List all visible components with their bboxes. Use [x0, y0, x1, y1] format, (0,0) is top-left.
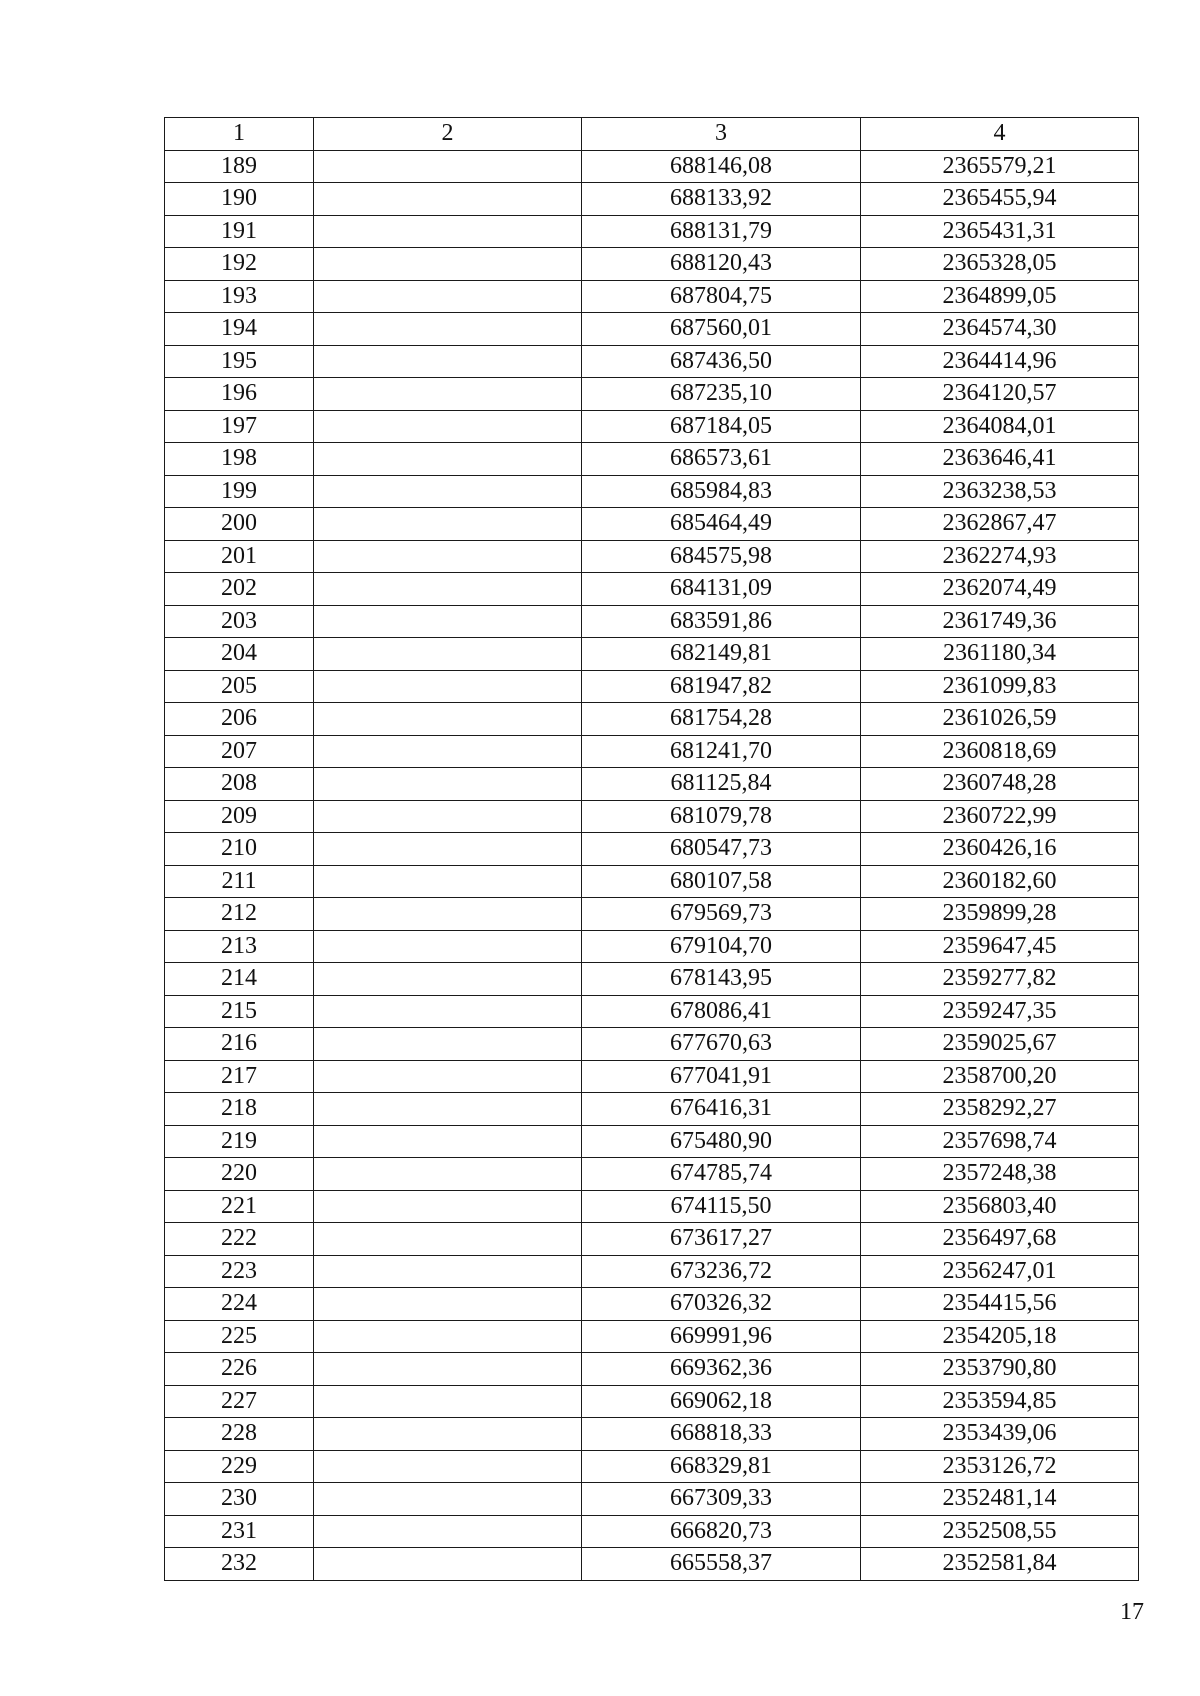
cell-column-2	[314, 1418, 582, 1451]
cell-coordinate-y: 2361026,59	[861, 703, 1139, 736]
cell-column-2	[314, 1353, 582, 1386]
cell-coordinate-y: 2363238,53	[861, 475, 1139, 508]
cell-coordinate-y: 2354415,56	[861, 1288, 1139, 1321]
column-header-4: 4	[861, 118, 1139, 151]
cell-point-number: 228	[165, 1418, 314, 1451]
cell-column-2	[314, 605, 582, 638]
cell-column-2	[314, 1483, 582, 1516]
cell-coordinate-y: 2359277,82	[861, 963, 1139, 996]
cell-coordinate-x: 682149,81	[582, 638, 861, 671]
cell-column-2	[314, 1288, 582, 1321]
cell-point-number: 231	[165, 1515, 314, 1548]
cell-point-number: 204	[165, 638, 314, 671]
table-row	[165, 833, 1139, 866]
cell-point-number: 196	[165, 378, 314, 411]
table-body	[165, 150, 1139, 1580]
cell-coordinate-x: 687184,05	[582, 410, 861, 443]
cell-point-number: 211	[165, 865, 314, 898]
cell-coordinate-x: 676416,31	[582, 1093, 861, 1126]
table-row	[165, 995, 1139, 1028]
cell-coordinate-y: 2359025,67	[861, 1028, 1139, 1061]
cell-coordinate-x: 688133,92	[582, 183, 861, 216]
cell-coordinate-y: 2353594,85	[861, 1385, 1139, 1418]
cell-column-2	[314, 768, 582, 801]
cell-point-number: 205	[165, 670, 314, 703]
table-row	[165, 345, 1139, 378]
table-row	[165, 1353, 1139, 1386]
cell-coordinate-y: 2365579,21	[861, 150, 1139, 183]
cell-coordinate-x: 681947,82	[582, 670, 861, 703]
cell-coordinate-y: 2359247,35	[861, 995, 1139, 1028]
cell-column-2	[314, 508, 582, 541]
table-row	[165, 475, 1139, 508]
table-row	[165, 540, 1139, 573]
cell-coordinate-y: 2365328,05	[861, 248, 1139, 281]
cell-coordinate-x: 681125,84	[582, 768, 861, 801]
table-row	[165, 508, 1139, 541]
table-row	[165, 573, 1139, 606]
cell-point-number: 218	[165, 1093, 314, 1126]
cell-coordinate-y: 2360748,28	[861, 768, 1139, 801]
cell-coordinate-y: 2359899,28	[861, 898, 1139, 931]
table-row	[165, 703, 1139, 736]
cell-point-number: 200	[165, 508, 314, 541]
cell-coordinate-x: 673236,72	[582, 1255, 861, 1288]
cell-point-number: 197	[165, 410, 314, 443]
cell-column-2	[314, 150, 582, 183]
cell-coordinate-x: 674785,74	[582, 1158, 861, 1191]
cell-coordinate-x: 681079,78	[582, 800, 861, 833]
cell-point-number: 221	[165, 1190, 314, 1223]
cell-coordinate-x: 668818,33	[582, 1418, 861, 1451]
cell-coordinate-x: 679569,73	[582, 898, 861, 931]
cell-point-number: 212	[165, 898, 314, 931]
cell-column-2	[314, 540, 582, 573]
cell-coordinate-x: 665558,37	[582, 1548, 861, 1581]
page-number: 17	[1120, 1599, 1144, 1625]
cell-coordinate-x: 680547,73	[582, 833, 861, 866]
cell-coordinate-y: 2357698,74	[861, 1125, 1139, 1158]
cell-coordinate-y: 2358292,27	[861, 1093, 1139, 1126]
table-row	[165, 1288, 1139, 1321]
cell-column-2	[314, 215, 582, 248]
table-row	[165, 898, 1139, 931]
cell-coordinate-y: 2362867,47	[861, 508, 1139, 541]
table-row	[165, 150, 1139, 183]
table-row	[165, 1320, 1139, 1353]
table-row	[165, 280, 1139, 313]
column-header-2: 2	[314, 118, 582, 151]
coordinates-table	[164, 117, 1139, 1581]
cell-coordinate-y: 2352481,14	[861, 1483, 1139, 1516]
cell-point-number: 206	[165, 703, 314, 736]
cell-point-number: 210	[165, 833, 314, 866]
cell-coordinate-y: 2364574,30	[861, 313, 1139, 346]
cell-column-2	[314, 833, 582, 866]
table-row	[165, 735, 1139, 768]
cell-coordinate-x: 681754,28	[582, 703, 861, 736]
cell-coordinate-x: 687804,75	[582, 280, 861, 313]
table-row	[165, 1190, 1139, 1223]
cell-point-number: 229	[165, 1450, 314, 1483]
column-header-3: 3	[582, 118, 861, 151]
cell-point-number: 227	[165, 1385, 314, 1418]
cell-coordinate-y: 2360182,60	[861, 865, 1139, 898]
cell-coordinate-y: 2353790,80	[861, 1353, 1139, 1386]
table-row	[165, 800, 1139, 833]
cell-point-number: 224	[165, 1288, 314, 1321]
cell-column-2	[314, 1125, 582, 1158]
table-row	[165, 183, 1139, 216]
cell-point-number: 190	[165, 183, 314, 216]
cell-coordinate-x: 678143,95	[582, 963, 861, 996]
cell-point-number: 194	[165, 313, 314, 346]
header-row	[165, 118, 1139, 151]
cell-coordinate-x: 670326,32	[582, 1288, 861, 1321]
cell-column-2	[314, 800, 582, 833]
cell-coordinate-x: 687436,50	[582, 345, 861, 378]
cell-coordinate-y: 2364899,05	[861, 280, 1139, 313]
cell-point-number: 215	[165, 995, 314, 1028]
cell-point-number: 222	[165, 1223, 314, 1256]
cell-column-2	[314, 638, 582, 671]
cell-column-2	[314, 1515, 582, 1548]
cell-coordinate-x: 687235,10	[582, 378, 861, 411]
cell-point-number: 189	[165, 150, 314, 183]
cell-point-number: 217	[165, 1060, 314, 1093]
table-row	[165, 1255, 1139, 1288]
cell-coordinate-x: 669062,18	[582, 1385, 861, 1418]
cell-coordinate-y: 2352508,55	[861, 1515, 1139, 1548]
cell-point-number: 232	[165, 1548, 314, 1581]
cell-point-number: 207	[165, 735, 314, 768]
cell-column-2	[314, 1255, 582, 1288]
table-row	[165, 1158, 1139, 1191]
cell-point-number: 223	[165, 1255, 314, 1288]
cell-point-number: 213	[165, 930, 314, 963]
cell-coordinate-y: 2360426,16	[861, 833, 1139, 866]
table-row	[165, 215, 1139, 248]
cell-coordinate-x: 688131,79	[582, 215, 861, 248]
cell-coordinate-x: 666820,73	[582, 1515, 861, 1548]
table-row	[165, 443, 1139, 476]
cell-point-number: 220	[165, 1158, 314, 1191]
cell-coordinate-y: 2353126,72	[861, 1450, 1139, 1483]
cell-column-2	[314, 1548, 582, 1581]
cell-coordinate-y: 2357248,38	[861, 1158, 1139, 1191]
cell-coordinate-x: 687560,01	[582, 313, 861, 346]
cell-coordinate-y: 2361099,83	[861, 670, 1139, 703]
cell-column-2	[314, 1320, 582, 1353]
cell-point-number: 199	[165, 475, 314, 508]
cell-column-2	[314, 703, 582, 736]
cell-coordinate-y: 2360818,69	[861, 735, 1139, 768]
table-row	[165, 638, 1139, 671]
cell-column-2	[314, 183, 582, 216]
table-row	[165, 768, 1139, 801]
cell-column-2	[314, 1190, 582, 1223]
cell-coordinate-x: 678086,41	[582, 995, 861, 1028]
cell-column-2	[314, 930, 582, 963]
cell-coordinate-x: 667309,33	[582, 1483, 861, 1516]
cell-column-2	[314, 963, 582, 996]
cell-coordinate-x: 685464,49	[582, 508, 861, 541]
table-row	[165, 1223, 1139, 1256]
table-row	[165, 1450, 1139, 1483]
cell-point-number: 208	[165, 768, 314, 801]
cell-coordinate-x: 680107,58	[582, 865, 861, 898]
cell-coordinate-y: 2361180,34	[861, 638, 1139, 671]
cell-point-number: 192	[165, 248, 314, 281]
table-row	[165, 1418, 1139, 1451]
table-row	[165, 410, 1139, 443]
column-header-1: 1	[165, 118, 314, 151]
table-row	[165, 930, 1139, 963]
cell-coordinate-y: 2358700,20	[861, 1060, 1139, 1093]
cell-column-2	[314, 410, 582, 443]
cell-coordinate-y: 2356247,01	[861, 1255, 1139, 1288]
cell-column-2	[314, 475, 582, 508]
table-row	[165, 963, 1139, 996]
cell-coordinate-y: 2353439,06	[861, 1418, 1139, 1451]
cell-coordinate-x: 674115,50	[582, 1190, 861, 1223]
cell-column-2	[314, 248, 582, 281]
cell-column-2	[314, 995, 582, 1028]
cell-column-2	[314, 1158, 582, 1191]
cell-coordinate-x: 688146,08	[582, 150, 861, 183]
cell-point-number: 201	[165, 540, 314, 573]
cell-point-number: 230	[165, 1483, 314, 1516]
table-row	[165, 1385, 1139, 1418]
cell-coordinate-x: 668329,81	[582, 1450, 861, 1483]
cell-point-number: 195	[165, 345, 314, 378]
table-row	[165, 1060, 1139, 1093]
cell-coordinate-x: 675480,90	[582, 1125, 861, 1158]
cell-column-2	[314, 378, 582, 411]
cell-column-2	[314, 443, 582, 476]
table-row	[165, 1515, 1139, 1548]
cell-coordinate-y: 2352581,84	[861, 1548, 1139, 1581]
cell-coordinate-y: 2356803,40	[861, 1190, 1139, 1223]
cell-coordinate-x: 669362,36	[582, 1353, 861, 1386]
cell-coordinate-x: 669991,96	[582, 1320, 861, 1353]
table-header	[165, 118, 1139, 151]
cell-column-2	[314, 280, 582, 313]
cell-point-number: 219	[165, 1125, 314, 1158]
cell-point-number: 203	[165, 605, 314, 638]
cell-point-number: 214	[165, 963, 314, 996]
cell-point-number: 226	[165, 1353, 314, 1386]
cell-coordinate-y: 2364084,01	[861, 410, 1139, 443]
cell-column-2	[314, 898, 582, 931]
cell-column-2	[314, 313, 582, 346]
cell-point-number: 216	[165, 1028, 314, 1061]
cell-column-2	[314, 345, 582, 378]
cell-column-2	[314, 1385, 582, 1418]
cell-coordinate-y: 2356497,68	[861, 1223, 1139, 1256]
cell-coordinate-y: 2364120,57	[861, 378, 1139, 411]
cell-column-2	[314, 1450, 582, 1483]
cell-coordinate-y: 2364414,96	[861, 345, 1139, 378]
cell-coordinate-x: 673617,27	[582, 1223, 861, 1256]
cell-coordinate-y: 2365431,31	[861, 215, 1139, 248]
table-row	[165, 378, 1139, 411]
cell-coordinate-x: 677041,91	[582, 1060, 861, 1093]
cell-column-2	[314, 1028, 582, 1061]
cell-column-2	[314, 670, 582, 703]
table-row	[165, 1093, 1139, 1126]
cell-coordinate-y: 2361749,36	[861, 605, 1139, 638]
cell-column-2	[314, 573, 582, 606]
table-row	[165, 670, 1139, 703]
cell-coordinate-y: 2359647,45	[861, 930, 1139, 963]
cell-point-number: 198	[165, 443, 314, 476]
cell-point-number: 209	[165, 800, 314, 833]
table-row	[165, 313, 1139, 346]
cell-column-2	[314, 1060, 582, 1093]
cell-coordinate-x: 683591,86	[582, 605, 861, 638]
table-row	[165, 1028, 1139, 1061]
cell-coordinate-x: 684575,98	[582, 540, 861, 573]
cell-coordinate-y: 2360722,99	[861, 800, 1139, 833]
table-row	[165, 248, 1139, 281]
table-row	[165, 1125, 1139, 1158]
cell-column-2	[314, 1223, 582, 1256]
cell-coordinate-x: 681241,70	[582, 735, 861, 768]
cell-column-2	[314, 865, 582, 898]
cell-coordinate-x: 677670,63	[582, 1028, 861, 1061]
cell-coordinate-x: 684131,09	[582, 573, 861, 606]
cell-coordinate-y: 2362274,93	[861, 540, 1139, 573]
cell-coordinate-x: 688120,43	[582, 248, 861, 281]
cell-point-number: 202	[165, 573, 314, 606]
cell-coordinate-y: 2362074,49	[861, 573, 1139, 606]
cell-coordinate-y: 2354205,18	[861, 1320, 1139, 1353]
cell-point-number: 225	[165, 1320, 314, 1353]
cell-point-number: 193	[165, 280, 314, 313]
cell-coordinate-y: 2365455,94	[861, 183, 1139, 216]
table-row	[165, 1483, 1139, 1516]
cell-column-2	[314, 735, 582, 768]
cell-coordinate-x: 679104,70	[582, 930, 861, 963]
cell-coordinate-y: 2363646,41	[861, 443, 1139, 476]
cell-column-2	[314, 1093, 582, 1126]
table-row	[165, 1548, 1139, 1581]
cell-point-number: 191	[165, 215, 314, 248]
cell-coordinate-x: 685984,83	[582, 475, 861, 508]
table-row	[165, 605, 1139, 638]
table-row	[165, 865, 1139, 898]
cell-coordinate-x: 686573,61	[582, 443, 861, 476]
